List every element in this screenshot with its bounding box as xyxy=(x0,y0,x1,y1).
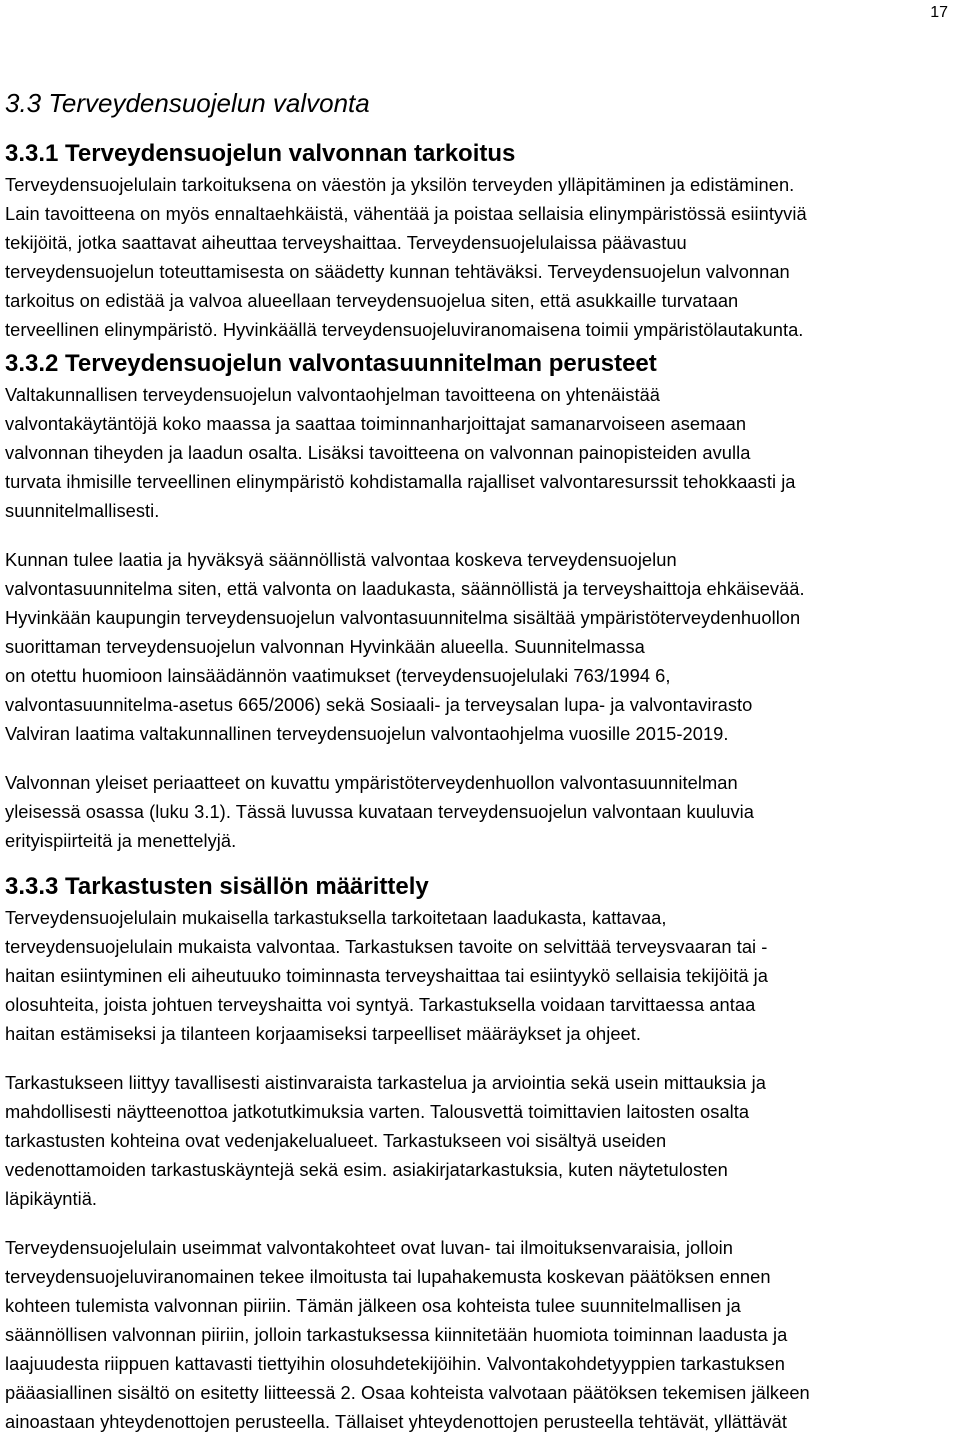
paragraph: Terveydensuojelulain mukaisella tarkastuksella tarkoitetaan laadukasta, kattavaa, terveydensuojelulain mukaista valvontaa. Tarkastuksen tavoite on selvittää terveysvaaran tai - haitan esiintyminen eli aiheutuuko toiminnasta terveyshaittaa tai esiintyykö sellaisia tekijöitä ja olosuhteita, joista johtuen terveyshaitta voi syntyä. Tarkastuksella voidaan tarvittaessa antaa haitan estämiseksi ja tilanteen korjaamiseksi tarpeelliset määräykset ja ohjeet. xyxy=(5,907,769,1044)
paragraph: Kunnan tulee laatia ja hyväksyä säännöllistä valvontaa koskeva terveydensuojelun valvontasuunnitelma siten, että valvonta on laadukasta, säännöllistä ja terveyshaittoja ehkäisevää. Hyvinkään kaupungin terveydensuojelun valvontasuunnitelma sisältää ympäristöterveydenhuollon suorittaman terveydensuojelun valvonnan Hyvinkään alueella. Suunnitelmassa on otettu huomioon lainsäädännön vaatimukset (terveydensuojelulaki 763/1994 6, valvontasuunnitelma-asetus 665/2006) sekä Sosiaali- ja terveysalan lupa- ja valvontavirasto Valviran laatima valtakunnallinen terveydensuojelun valvontaohjelma vuosille 2015-2019. xyxy=(5,549,805,744)
page-content xyxy=(5,86,957,1436)
subsection-heading-3-3-3: 3.3.3 Tarkastusten sisällön määrittely xyxy=(5,873,429,900)
paragraph: Terveydensuojelulain tarkoituksena on väestön ja yksilön terveyden ylläpitäminen ja edistäminen. Lain tavoitteena on myös ennaltaehkäistä, vähentää ja poistaa sellaisia elinympäristössä esiintyviä tekijöitä, jotka saattavat aiheuttaa terveyshaittaa. Terveydensuojelulaissa päävastuu terveydensuojelun toteuttamisesta on säädetty kunnan tehtäväksi. Terveydensuojelun valvonnan tarkoitus on edistää ja valvoa alueellaan terveydensuojelua siten, että asukkaille turvataan terveellinen elinympäristö. Hyvinkäällä terveydensuojeluviranomaisena toimii ympäristölautakunta. xyxy=(5,174,807,340)
paragraph: Tarkastukseen liittyy tavallisesti aistinvaraista tarkastelua ja arviointia sekä usein mittauksia ja mahdollisesti näytteenottoa jatkotutkimuksia varten. Talousvettä toimittavien laitosten osalta tarkastusten kohteina ovat vedenjakelualueet. Tarkastukseen voi sisältyä useiden vedenottamoiden tarkastuskäyntejä sekä esim. asiakirjatarkastuksia, kuten näytetulosten läpikäyntiä. xyxy=(5,1072,766,1209)
page-number: 17 xyxy=(930,4,948,21)
paragraph: Terveydensuojelulain useimmat valvontakohteet ovat luvan- tai ilmoituksenvaraisia, jolloin terveydensuojeluviranomainen tekee ilmoitusta tai lupahakemusta koskevan päätöksen ennen kohteen tulemista valvonnan piiriin. Tämän jälkeen osa kohteista tulee suunnitelmallisen ja säännöllisen valvonnan piiriin, jolloin tarkastuksessa kiinnitetään huomiota toiminnan laadusta ja laajuudesta riippuen kattavasti tiettyihin olosuhdetekijöihin. Valvontakohdetyyppien tarkastuksen pääasiallinen sisältö on esitetty liitteessä 2. Osaa kohteista valvotaan päätöksen tekemisen jälkeen ainoastaan yhteydenottojen perusteella. Tällaiset yhteydenottojen perusteella tehtävät, yllättävät xyxy=(5,1237,810,1432)
paragraph: Valtakunnallisen terveydensuojelun valvontaohjelman tavoitteena on yhtenäistää valvontakäytäntöjä koko maassa ja saattaa toiminnanharjoittajat samanarvoiseen asemaan valvonnan tiheyden ja laadun osalta. Lisäksi tavoitteena on valvonnan painopisteiden avulla turvata ihmisille terveellinen elinympäristö kohdistamalla rajalliset valvontaresurssit tehokkaasti ja suunnitelmallisesti. xyxy=(5,384,796,521)
subsection-heading-3-3-2: 3.3.2 Terveydensuojelun valvontasuunnitelman perusteet xyxy=(5,350,657,377)
section-title: 3.3 Terveydensuojelun valvonta xyxy=(5,88,370,118)
paragraph: Valvonnan yleiset periaatteet on kuvattu ympäristöterveydenhuollon valvontasuunnitelman yleisessä osassa (luku 3.1). Tässä luvussa kuvataan terveydensuojelun valvontaan kuuluvia erityispiirteitä ja menettelyjä. xyxy=(5,772,754,851)
subsection-heading-3-3-1: 3.3.1 Terveydensuojelun valvonnan tarkoitus xyxy=(5,140,516,167)
